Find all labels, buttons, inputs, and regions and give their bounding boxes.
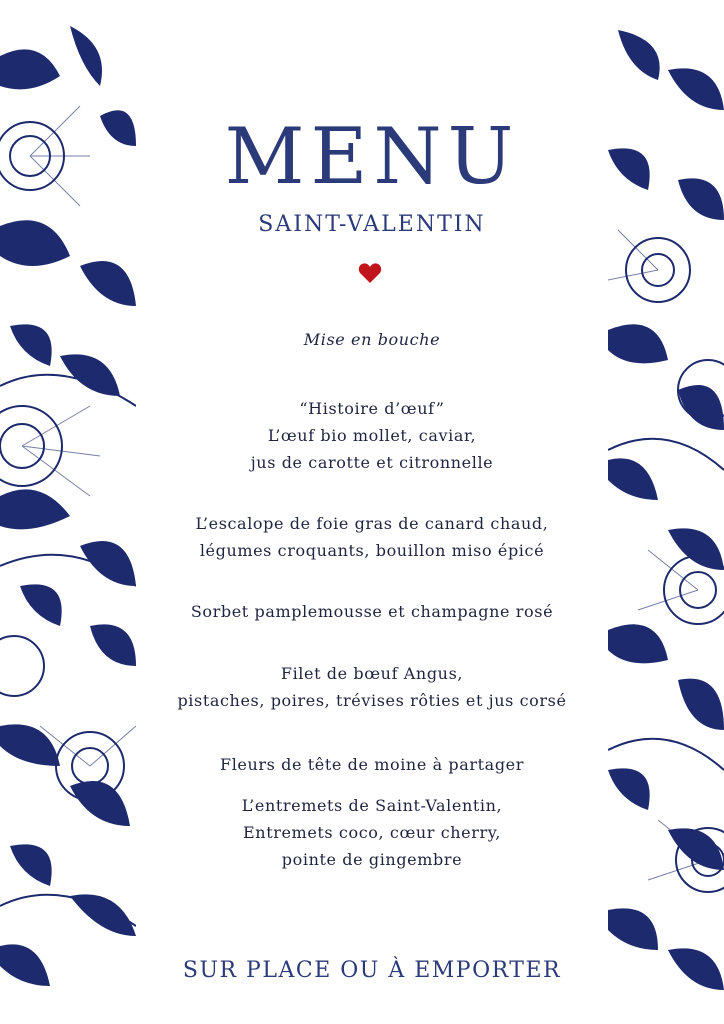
course-dessert — [136, 792, 608, 873]
course-line: Filet de bœuf Angus, — [280, 664, 464, 683]
course-line: pistaches, poires, trévises rôties et jus corsé — [177, 691, 567, 710]
course-line: Sorbet pamplemousse et champagne rosé — [190, 602, 554, 621]
course-line: L’escalope de foie gras de canard chaud, — [195, 514, 549, 533]
course-line: “Histoire d’œuf” — [299, 399, 445, 418]
course-cheese — [136, 751, 608, 778]
course-line: jus de carotte et citronnelle — [250, 453, 494, 472]
course-sorbet — [136, 598, 608, 625]
course-line: L’entremets de Saint-Valentin, — [241, 796, 503, 815]
floral-pattern-left-art — [0, 26, 136, 998]
floral-pattern-right-art — [608, 30, 724, 998]
course-starter-egg — [136, 395, 608, 476]
floral-pattern-left — [0, 26, 136, 998]
menu-footer: SUR PLACE OU À EMPORTER — [182, 958, 562, 983]
heart-icon — [358, 262, 382, 284]
course-foie-gras — [136, 510, 608, 564]
course-amuse-bouche — [136, 326, 608, 353]
menu-subtitle: SAINT-VALENTIN — [258, 212, 486, 237]
floral-pattern-right — [608, 30, 724, 998]
course-line: Mise en bouche — [303, 330, 441, 349]
course-line: pointe de gingembre — [281, 850, 463, 869]
menu-content — [136, 0, 608, 1024]
menu-title: MENU — [224, 112, 520, 202]
course-line: légumes croquants, bouillon miso épicé — [199, 541, 545, 560]
course-line: Entremets coco, cœur cherry, — [243, 823, 501, 842]
course-beef — [136, 660, 608, 714]
course-line: L’œuf bio mollet, caviar, — [267, 426, 477, 445]
course-line: Fleurs de tête de moine à partager — [220, 755, 524, 774]
